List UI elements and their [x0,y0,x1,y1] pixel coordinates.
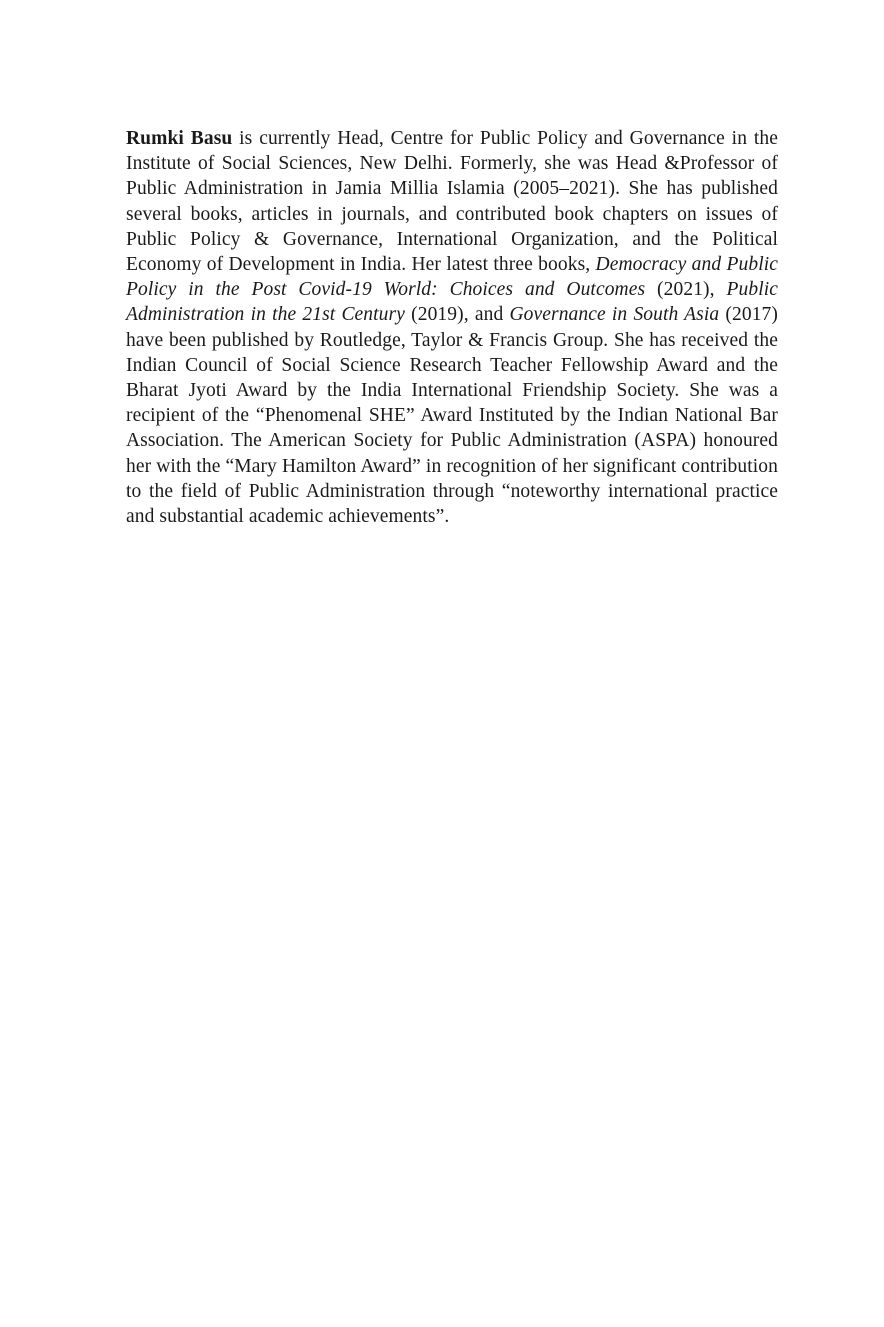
bio-text-run-7: (2017) have been published by Routledge, Taylor & Francis Group. She has received the Indian Council of Social Science Research Teacher Fellowship Award and the Bharat Jyoti Award by the India International Friendship Society. She was a recipient of the “Phenomenal SHE” Award Instituted by the Indian National Bar Association. The American Society for Public Administration (ASPA) honoured her with the “Mary Hamilton Award” in recognition of her significant contribution to the field of Public Administration through “noteworthy international practice and substantial academic achievements”. [126,304,778,528]
author-name: Rumki Basu [126,128,233,149]
biography-text [126,126,778,529]
book-title-6: Governance in South Asia [509,304,720,326]
bio-text-run-5: (2019), and [404,304,510,326]
book-title-2: Democracy and Public Policy in the Post Covid-19 World: Choices and Outcomes [126,254,778,301]
book-title-4: Public Administration in the 21st Century [126,279,778,326]
author-biography-paragraph [126,126,778,529]
bio-text-run-1: is currently Head, Centre for Public Policy and Governance in the Institute of Social Sciences, New Delhi. Formerly, she was Head &Professor of Public Administration in Jamia Millia Islamia (2005–2021). She has published several books, articles in journals, and contributed book chapters on issues of Public Policy & Governance, International Organization, and the Political Economy of Development in India. Her latest three books, [126,128,778,276]
bio-text-run-3: (2021), [645,279,727,301]
